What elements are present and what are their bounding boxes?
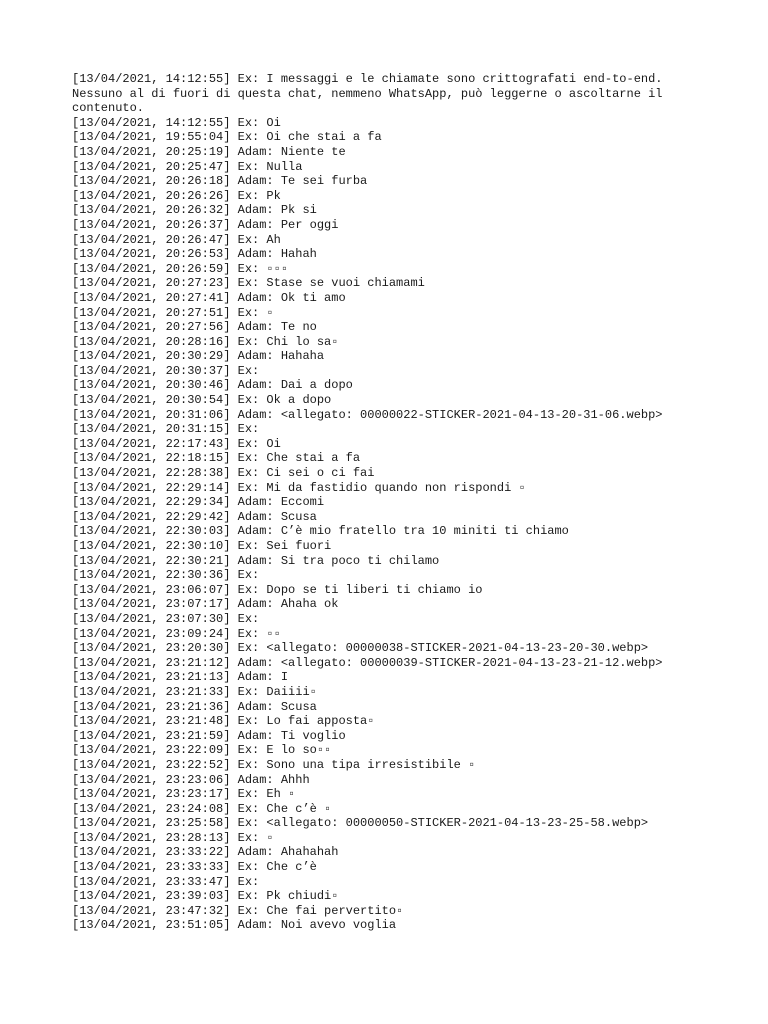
chat-log-line: [13/04/2021, 20:30:29] Adam: Hahaha bbox=[72, 349, 325, 364]
chat-log-line: [13/04/2021, 23:33:22] Adam: Ahahahah bbox=[72, 845, 339, 860]
chat-log-text bbox=[72, 72, 663, 933]
chat-log-line: [13/04/2021, 20:26:47] Ex: Ah bbox=[72, 232, 281, 247]
chat-log-line: [13/04/2021, 23:24:08] Ex: Che c’è ▫ bbox=[72, 801, 332, 816]
chat-log-line: [13/04/2021, 23:33:47] Ex: bbox=[72, 874, 260, 889]
chat-log-line: [13/04/2021, 20:26:37] Adam: Per oggi bbox=[72, 217, 339, 232]
chat-log-line: Nessuno al di fuori di questa chat, nemmeno WhatsApp, può leggerne o ascoltarne il bbox=[72, 86, 663, 101]
chat-log-line: [13/04/2021, 20:27:41] Adam: Ok ti amo bbox=[72, 290, 346, 305]
chat-log-line: [13/04/2021, 23:22:52] Ex: Sono una tipa irresistibile ▫ bbox=[72, 757, 476, 772]
chat-log-line: [13/04/2021, 20:25:47] Ex: Nulla bbox=[72, 159, 303, 174]
chat-log-line: [13/04/2021, 23:39:03] Ex: Pk chiudi▫ bbox=[72, 889, 339, 904]
chat-log-line: [13/04/2021, 19:55:04] Ex: Oi che stai a fa bbox=[72, 130, 382, 145]
chat-log-line: [13/04/2021, 22:30:36] Ex: bbox=[72, 568, 260, 583]
chat-log-line: contenuto. bbox=[72, 101, 145, 116]
chat-log-line: [13/04/2021, 23:20:30] Ex: <allegato: 00000038-STICKER-2021-04-13-23-20-30.webp> bbox=[72, 641, 649, 656]
chat-log-line: [13/04/2021, 22:29:14] Ex: Mi da fastidio quando non rispondi ▫ bbox=[72, 480, 526, 495]
chat-log-line: [13/04/2021, 22:30:03] Adam: C’è mio fratello tra 10 miniti ti chiamo bbox=[72, 524, 569, 539]
chat-log-line: [13/04/2021, 23:28:13] Ex: ▫ bbox=[72, 830, 274, 845]
chat-log-line: [13/04/2021, 20:28:16] Ex: Chi lo sa▫ bbox=[72, 334, 339, 349]
chat-log-line: [13/04/2021, 23:06:07] Ex: Dopo se ti liberi ti chiamo io bbox=[72, 582, 483, 597]
chat-log-line: [13/04/2021, 23:21:36] Adam: Scusa bbox=[72, 699, 317, 714]
chat-log-line: [13/04/2021, 20:31:06] Adam: <allegato: 00000022-STICKER-2021-04-13-20-31-06.webp> bbox=[72, 407, 663, 422]
chat-log-line: [13/04/2021, 20:26:59] Ex: ▫▫▫ bbox=[72, 261, 289, 276]
chat-log-line: [13/04/2021, 20:30:54] Ex: Ok a dopo bbox=[72, 393, 332, 408]
chat-log-line: [13/04/2021, 23:33:33] Ex: Che c’è bbox=[72, 860, 317, 875]
chat-log-line: [13/04/2021, 20:26:53] Adam: Hahah bbox=[72, 247, 317, 262]
chat-log-line: [13/04/2021, 22:29:42] Adam: Scusa bbox=[72, 509, 317, 524]
chat-log-line: [13/04/2021, 20:27:23] Ex: Stase se vuoi chiamami bbox=[72, 276, 425, 291]
chat-log-line: [13/04/2021, 20:27:56] Adam: Te no bbox=[72, 320, 317, 335]
chat-log-line: [13/04/2021, 20:27:51] Ex: ▫ bbox=[72, 305, 274, 320]
chat-log-line: [13/04/2021, 23:21:13] Adam: I bbox=[72, 670, 289, 685]
chat-log-line: [13/04/2021, 14:12:55] Ex: I messaggi e le chiamate sono crittografati end-to-end. bbox=[72, 72, 663, 86]
chat-log-line: [13/04/2021, 23:09:24] Ex: ▫▫ bbox=[72, 626, 281, 641]
chat-log-line: [13/04/2021, 23:21:33] Ex: Daiiii▫ bbox=[72, 684, 317, 699]
chat-log-line: [13/04/2021, 23:07:30] Ex: bbox=[72, 611, 260, 626]
chat-log-line: [13/04/2021, 23:23:06] Adam: Ahhh bbox=[72, 772, 310, 787]
chat-log-line: [13/04/2021, 20:26:32] Adam: Pk si bbox=[72, 203, 317, 218]
chat-log-line: [13/04/2021, 22:18:15] Ex: Che stai a fa bbox=[72, 451, 361, 466]
chat-log-line: [13/04/2021, 23:21:59] Adam: Ti voglio bbox=[72, 728, 346, 743]
chat-log-line: [13/04/2021, 23:23:17] Ex: Eh ▫ bbox=[72, 787, 296, 802]
chat-log-line: [13/04/2021, 23:21:12] Adam: <allegato: 00000039-STICKER-2021-04-13-23-21-12.webp> bbox=[72, 655, 663, 670]
chat-log-line: [13/04/2021, 20:25:19] Adam: Niente te bbox=[72, 144, 346, 159]
chat-log-line: [13/04/2021, 23:22:09] Ex: E lo so▫▫ bbox=[72, 743, 332, 758]
chat-log-line: [13/04/2021, 23:21:48] Ex: Lo fai apposta▫ bbox=[72, 714, 375, 729]
chat-log-line: [13/04/2021, 20:26:18] Adam: Te sei furba bbox=[72, 174, 368, 189]
chat-log-line: [13/04/2021, 23:25:58] Ex: <allegato: 00000050-STICKER-2021-04-13-23-25-58.webp> bbox=[72, 816, 649, 831]
chat-log-line: [13/04/2021, 23:51:05] Adam: Noi avevo voglia bbox=[72, 918, 397, 933]
chat-log-line: [13/04/2021, 20:30:46] Adam: Dai a dopo bbox=[72, 378, 353, 393]
chat-log-line: [13/04/2021, 23:47:32] Ex: Che fai pervertito▫ bbox=[72, 903, 404, 918]
chat-log-line: [13/04/2021, 22:30:10] Ex: Sei fuori bbox=[72, 539, 332, 553]
chat-log-line: [13/04/2021, 23:07:17] Adam: Ahaha ok bbox=[72, 597, 339, 612]
chat-log-line: [13/04/2021, 20:30:37] Ex: bbox=[72, 363, 260, 378]
chat-log-line: [13/04/2021, 14:12:55] Ex: Oi bbox=[72, 115, 281, 130]
chat-log-line: [13/04/2021, 20:26:26] Ex: Pk bbox=[72, 188, 281, 203]
chat-log-line: [13/04/2021, 22:30:21] Adam: Si tra poco ti chilamo bbox=[72, 553, 440, 568]
chat-log-line: [13/04/2021, 20:31:15] Ex: bbox=[72, 422, 260, 437]
chat-log-line: [13/04/2021, 22:29:34] Adam: Eccomi bbox=[72, 495, 325, 510]
chat-log-line: [13/04/2021, 22:28:38] Ex: Ci sei o ci fai bbox=[72, 466, 375, 481]
chat-log-line: [13/04/2021, 22:17:43] Ex: Oi bbox=[72, 436, 281, 451]
